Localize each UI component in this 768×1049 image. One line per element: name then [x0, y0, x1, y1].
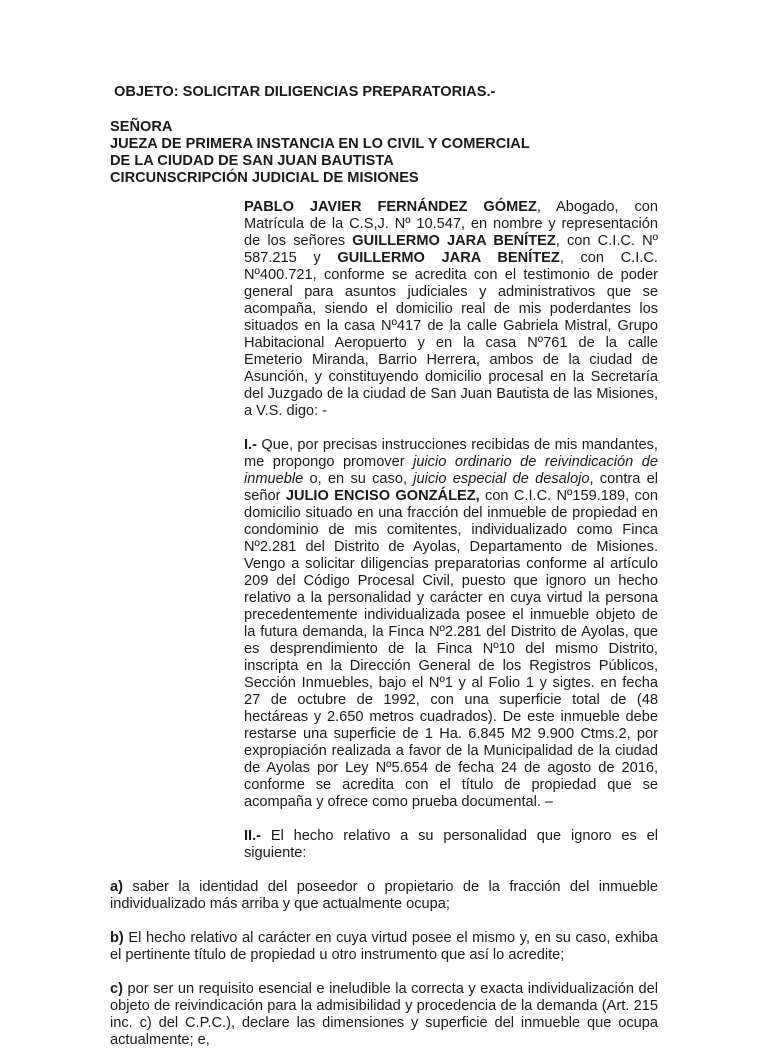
- addressee-line: DE LA CIUDAD DE SAN JUAN BAUTISTA: [110, 153, 394, 169]
- section-1-text-4: con C.I.C. Nº159.189, con domicilio situado en una fracción del inmueble de propiedad en condominio de mis comitentes, individualizado como Finca Nº2.281 del Distrito de Ayolas, Departamento de Misiones. Vengo a solicitar diligencias preparatorias conforme al artículo 209 del Código Procesal Civil, puesto que ignoro un hecho relativo a la personalidad y carácter en cuya virtud la persona precedentemente individualizada posee el inmueble objeto de la futura demanda, la Finca Nº2.281 del Distrito de Ayolas, que es desprendimiento de la Finca Nº10 del mismo Distrito, inscripta en la Dirección General de los Registros Públicos, Sección Inmuebles, bajo el Nº1 y al Folio 1 y sigtes. en fecha 27 de octubre de 1992, con una superficie total de (48 hectáreas y 2.650 metros cuadrados). De este inmueble debe restarse una superficie de 1 Ha. 6.845 M2 9.900 Ctms.2, por expropiación realizada a favor de la Municipalidad de la ciudad de Ayolas por Ley Nº5.654 de fecha 24 de agosto de 2016, conforme se acredita con el título de propiedad que se acompaña y ofrece como prueba documental. –: [244, 488, 658, 810]
- section-2-text: El hecho relativo a su personalidad que ignoro es el siguiente:: [244, 828, 658, 861]
- item-b-text: El hecho relativo al carácter en cuya virtud posee el mismo y, en su caso, exhiba el pertinente título de propiedad u otro instrumento que así lo acredite;: [110, 930, 658, 963]
- section-1-number: I.-: [244, 437, 257, 453]
- section-1-italic-2: juicio especial de desalojo: [413, 471, 590, 487]
- item-a-text: saber la identidad del poseedor o propietario de la fracción del inmueble individualizado más arriba y que actualmente ocupa;: [110, 879, 658, 912]
- intro-text-2: , con C.I.C. Nº 587.215 y: [244, 233, 658, 266]
- section-1-text-1: Que, por precisas instrucciones recibidas de mis mandantes, me propongo promover: [244, 437, 658, 470]
- item-c-paragraph: [110, 981, 658, 1049]
- client-name-1: GUILLERMO JARA BENÍTEZ: [352, 233, 556, 249]
- section-1-text-2: o, en su caso,: [303, 471, 414, 487]
- document-subject: OBJETO: SOLICITAR DILIGENCIAS PREPARATORIAS.-: [114, 84, 496, 100]
- item-c-text: por ser un requisito esencial e ineludible la correcta y exacta individualización del objeto de reivindicación para la admisibilidad y procedencia de la demanda (Art. 215 inc. c) del C.P.C.), declare las dimensiones y superficie del inmueble que ocupa actualmente; e,: [110, 981, 658, 1048]
- section-2-number: II.-: [244, 828, 262, 844]
- intro-paragraph: [110, 199, 658, 420]
- addressee-line: JUEZA DE PRIMERA INSTANCIA EN LO CIVIL Y COMERCIAL: [110, 136, 530, 152]
- item-a-paragraph: [110, 879, 658, 913]
- addressee-block: [110, 119, 658, 187]
- section-1-paragraph: [110, 437, 658, 811]
- intro-text-3: , con C.I.C. Nº400.721, conforme se acredita con el testimonio de poder general para asuntos judiciales y administrativos que se acompaña, siendo el domicilio real de mis poderdantes los situados en la casa Nº417 de la calle Gabriela Mistral, Grupo Habitacional Aeropuerto y en la casa Nº761 de la calle Emeterio Miranda, Barrio Herrera, ambos de la ciudad de Asunción, y constituyendo domicilio procesal en la Secretaría del Juzgado de la ciudad de San Juan Bautista de las Misiones, a V.S. digo: -: [244, 250, 658, 419]
- defendant-name: JULIO ENCISO GONZÁLEZ,: [285, 488, 480, 504]
- client-name-2: GUILLERMO JARA BENÍTEZ: [337, 250, 560, 266]
- item-b-label: b): [110, 930, 124, 946]
- addressee-line: CIRCUNSCRIPCIÓN JUDICIAL DE MISIONES: [110, 170, 419, 186]
- item-c-label: c): [110, 981, 123, 997]
- intro-text-1: , Abogado, con Matrícula de la C.S,J. Nº 10.547, en nombre y representación de los señores: [244, 199, 658, 249]
- item-a-label: a): [110, 879, 123, 895]
- section-2-paragraph: [110, 828, 658, 862]
- addressee-line: SEÑORA: [110, 119, 173, 135]
- item-b-paragraph: [110, 930, 658, 964]
- section-1-text-3: , contra el señor: [244, 471, 658, 504]
- lawyer-name: PABLO JAVIER FERNÁNDEZ GÓMEZ: [244, 199, 537, 215]
- section-1-italic-1: juicio ordinario de reivindicación de inmueble: [244, 454, 658, 487]
